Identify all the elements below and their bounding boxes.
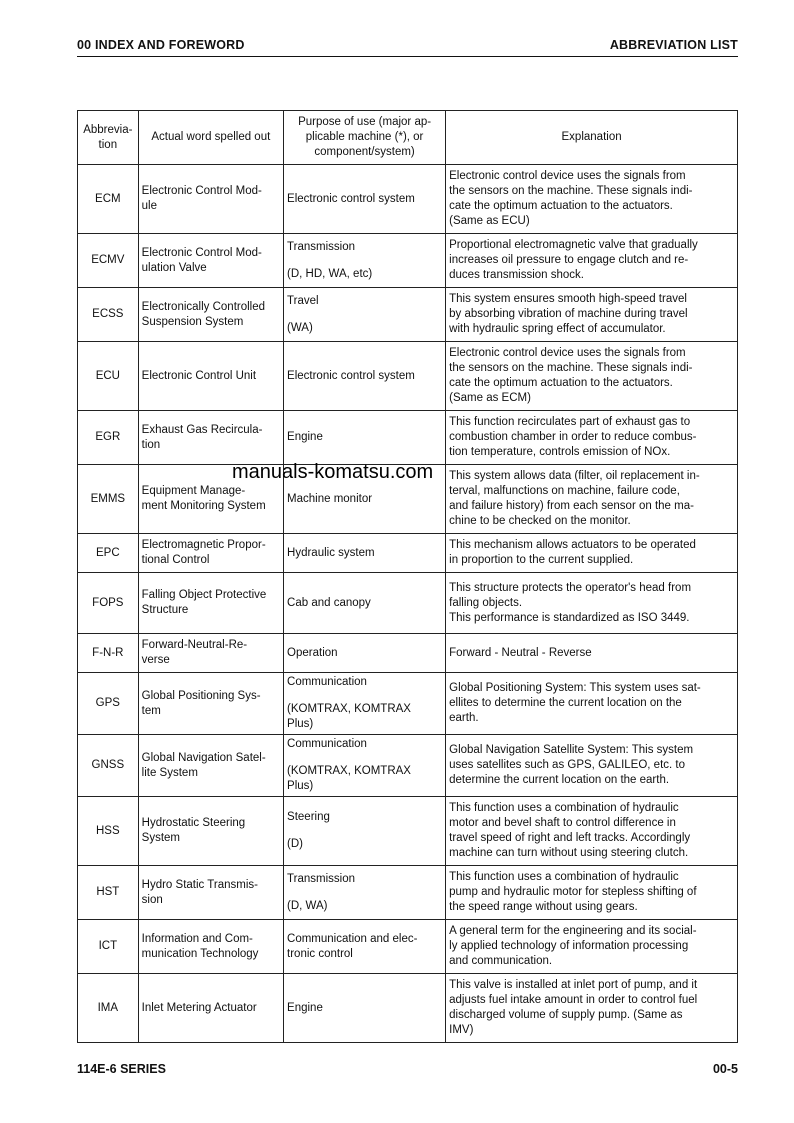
table-row	[78, 165, 738, 234]
purpose-line: Electronic control system	[287, 369, 415, 382]
cell-purpose	[284, 234, 446, 288]
table-row	[78, 234, 738, 288]
cell-explanation: Forward - Neutral - Reverse	[446, 634, 738, 673]
cell-explanation: This function uses a combination of hydraulic motor and bevel shaft to control difference in travel speed of right and left tracks. Accordingly machine can turn without using steering clutch.	[446, 797, 738, 866]
cell-abbreviation: ICT	[78, 920, 139, 974]
column-header-purpose: Purpose of use (major ap- plicable machine (*), or component/system)	[284, 111, 446, 165]
cell-purpose	[284, 573, 446, 634]
section-title: 00 INDEX AND FOREWORD	[77, 38, 245, 52]
purpose-line: (D)	[287, 838, 303, 850]
purpose-gap	[287, 752, 442, 764]
cell-purpose	[284, 165, 446, 234]
cell-abbreviation: GPS	[78, 673, 139, 735]
cell-word: Exhaust Gas Recircula- tion	[138, 411, 283, 465]
cell-abbreviation: ECSS	[78, 288, 139, 342]
column-header-word: Actual word spelled out	[138, 111, 283, 165]
purpose-gap	[287, 309, 442, 321]
cell-explanation: Global Positioning System: This system uses sat- ellites to determine the current location on the earth.	[446, 673, 738, 735]
purpose-line: Engine	[287, 431, 323, 443]
page-header	[77, 38, 738, 57]
cell-word: Electronic Control Mod- ulation Valve	[138, 234, 283, 288]
purpose-gap	[287, 825, 442, 837]
cell-word: Global Navigation Satel- lite System	[138, 735, 283, 797]
cell-purpose	[284, 974, 446, 1043]
cell-word: Forward-Neutral-Re- verse	[138, 634, 283, 673]
cell-abbreviation: EGR	[78, 411, 139, 465]
purpose-line: (WA)	[287, 321, 313, 334]
purpose-gap	[287, 887, 442, 899]
table-header-row	[78, 111, 738, 165]
column-header-abbreviation: Abbrevia- tion	[78, 111, 139, 165]
cell-purpose	[284, 288, 446, 342]
cell-purpose	[284, 634, 446, 673]
table-row	[78, 866, 738, 920]
cell-explanation: This system ensures smooth high-speed travel by absorbing vibration of machine during travel with hydraulic spring effect of accumulator.	[446, 288, 738, 342]
abbreviation-table	[77, 110, 738, 1043]
cell-word: Equipment Manage- ment Monitoring System	[138, 465, 283, 534]
cell-word: Electronic Control Unit	[138, 342, 283, 411]
cell-explanation: This function recirculates part of exhaust gas to combustion chamber in order to reduce combus- tion temperature, controls emission of NOx.	[446, 411, 738, 465]
cell-abbreviation: EPC	[78, 534, 139, 573]
purpose-gap	[287, 690, 442, 702]
cell-abbreviation: HSS	[78, 797, 139, 866]
cell-word: Electromagnetic Propor- tional Control	[138, 534, 283, 573]
purpose-line: (KOMTRAX, KOMTRAX Plus)	[287, 703, 411, 730]
purpose-line: Communication	[287, 738, 367, 750]
cell-explanation: Electronic control device uses the signals from the sensors on the machine. These signals indi- cate the optimum actuation to the actuators. (Same as ECU)	[446, 165, 738, 234]
table-row	[78, 573, 738, 634]
cell-abbreviation: IMA	[78, 974, 139, 1043]
cell-explanation: This valve is installed at inlet port of pump, and it adjusts fuel intake amount in order to control fuel discharged volume of supply pump. (Same as IMV)	[446, 974, 738, 1043]
cell-word: Hydro Static Transmis- sion	[138, 866, 283, 920]
table-row	[78, 974, 738, 1043]
purpose-line: (KOMTRAX, KOMTRAX Plus)	[287, 765, 411, 792]
purpose-line: (D, WA)	[287, 899, 328, 912]
page-topic: ABBREVIATION LIST	[609, 38, 738, 52]
cell-purpose	[284, 797, 446, 866]
cell-word: Information and Com- munication Technology	[138, 920, 283, 974]
cell-explanation: This structure protects the operator's head from falling objects. This performance is standardized as ISO 3449.	[446, 573, 738, 634]
cell-purpose	[284, 866, 446, 920]
cell-purpose	[284, 673, 446, 735]
cell-word: Hydrostatic Steering System	[138, 797, 283, 866]
cell-explanation: This function uses a combination of hydraulic pump and hydraulic motor for stepless shifting of the speed range without using gears.	[446, 866, 738, 920]
purpose-gap	[287, 255, 442, 267]
purpose-line: (D, HD, WA, etc)	[287, 267, 373, 280]
cell-word: Global Positioning Sys- tem	[138, 673, 283, 735]
cell-word: Electronically Controlled Suspension System	[138, 288, 283, 342]
table-row	[78, 534, 738, 573]
cell-word: Inlet Metering Actuator	[138, 974, 283, 1043]
cell-purpose	[284, 534, 446, 573]
purpose-line: Operation	[287, 646, 338, 659]
cell-explanation: A general term for the engineering and its social- ly applied technology of information processing and communication.	[446, 920, 738, 974]
cell-word: Falling Object Protective Structure	[138, 573, 283, 634]
cell-purpose	[284, 920, 446, 974]
table-body	[78, 165, 738, 1043]
table-row	[78, 735, 738, 797]
purpose-line: Steering	[287, 811, 330, 823]
model-series: 114E-6 SERIES	[77, 1062, 166, 1076]
cell-explanation: This system allows data (filter, oil replacement in- terval, malfunctions on machine, failure code, and failure history) from each sensor on the ma- chine to be checked on the monitor.	[446, 465, 738, 534]
column-header-explanation: Explanation	[446, 111, 738, 165]
table-row	[78, 411, 738, 465]
cell-abbreviation: ECU	[78, 342, 139, 411]
cell-explanation: Global Navigation Satellite System: This system uses satellites such as GPS, GALILEO, etc. to determine the current location on the earth.	[446, 735, 738, 797]
table-row	[78, 920, 738, 974]
cell-explanation: Proportional electromagnetic valve that gradually increases oil pressure to engage clutch and re- duces transmission shock.	[446, 234, 738, 288]
table-row	[78, 673, 738, 735]
table-row	[78, 288, 738, 342]
cell-word: Electronic Control Mod- ule	[138, 165, 283, 234]
cell-abbreviation: GNSS	[78, 735, 139, 797]
purpose-line: Machine monitor	[287, 492, 373, 505]
cell-explanation: Electronic control device uses the signals from the sensors on the machine. These signals indi- cate the optimum actuation to the actuators. (Same as ECM)	[446, 342, 738, 411]
cell-abbreviation: ECM	[78, 165, 139, 234]
purpose-line: Travel	[287, 294, 319, 307]
purpose-line: Electronic control system	[287, 192, 415, 205]
table-row	[78, 342, 738, 411]
purpose-line: Cab and canopy	[287, 596, 371, 609]
table-row	[78, 634, 738, 673]
cell-abbreviation: ECMV	[78, 234, 139, 288]
purpose-line: Engine	[287, 1001, 323, 1014]
table-row	[78, 797, 738, 866]
cell-abbreviation: FOPS	[78, 573, 139, 634]
purpose-line: Hydraulic system	[287, 546, 375, 559]
cell-purpose	[284, 735, 446, 797]
purpose-line: Communication and elec- tronic control	[287, 932, 418, 960]
cell-purpose	[284, 342, 446, 411]
cell-purpose	[284, 411, 446, 465]
cell-abbreviation: EMMS	[78, 465, 139, 534]
cell-explanation: This mechanism allows actuators to be operated in proportion to the current supplied.	[446, 534, 738, 573]
cell-abbreviation: HST	[78, 866, 139, 920]
cell-abbreviation: F-N-R	[78, 634, 139, 673]
purpose-line: Transmission	[287, 240, 355, 253]
purpose-line: Transmission	[287, 872, 355, 885]
page-number: 00-5	[712, 1062, 738, 1076]
purpose-line: Communication	[287, 676, 367, 688]
watermark-text: manuals-komatsu.com	[232, 461, 434, 483]
